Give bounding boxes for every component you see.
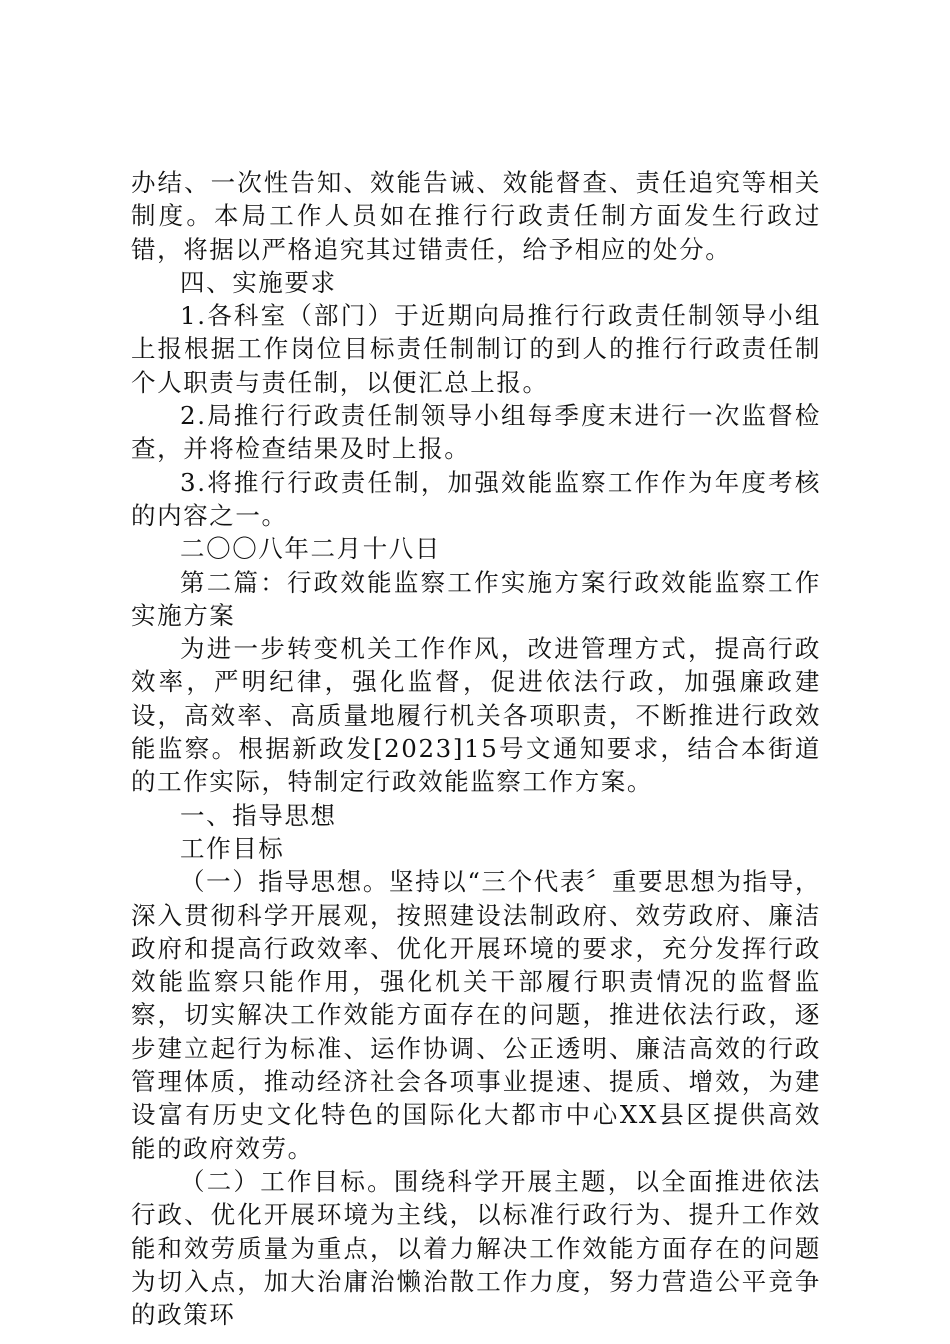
document-date: 二〇〇八年二月十八日: [180, 534, 441, 564]
document-body: [131, 166, 821, 1331]
section-heading-work-goals: 工作目标: [180, 833, 285, 863]
section-heading-implementation: 四、实施要求: [180, 267, 337, 297]
paragraph-intro: 为进一步转变机关工作作风，改进管理方式，提高行政效率，严明纪律，强化监督，促进依法行政，加强廉政建设，高效率、高质量地履行机关各项职责，不断推进行政效能监察。根据新政发[2023]15号文通知要求，结合本街道的工作实际，特制定行政效能监察工作方案。: [131, 634, 821, 797]
paragraph-continuation: 办结、一次性告知、效能告诫、效能督查、责任追究等相关制度。本局工作人员如在推行行政责任制方面发生行政过错，将据以严格追究其过错责任，给予相应的处分。: [131, 168, 821, 264]
paragraph-guiding-ideology: （一）指导思想。坚持以“三个代表〞重要思想为指导，深入贯彻科学开展观，按照建设法制政府、效劳政府、廉洁政府和提高行政效率、优化开展环境的要求，充分发挥行政效能监察只能作用，强化机关干部履行职责情况的监督监察，切实解决工作效能方面存在的问题，推进依法行政，逐步建立起行为标准、运作协调、公正透明、廉洁高效的行政管理体质，推动经济社会各项事业提速、提质、增效，为建设富有历史文化特色的国际化大都市中心XX县区提供高效能的政府效劳。: [131, 867, 821, 1163]
chapter-title: 第二篇：行政效能监察工作实施方案行政效能监察工作实施方案: [131, 567, 821, 630]
paragraph-work-goals: （二）工作目标。围绕科学开展主题，以全面推进依法行政、优化开展环境为主线，以标准行政行为、提升工作效能和效劳质量为重点，以着力解决工作效能方面存在的问题为切入点，加大治庸治懒治散工作力度，努力营造公平竞争的政策环: [131, 1166, 821, 1330]
paragraph-item-3: 3.将推行行政责任制，加强效能监察工作作为年度考核的内容之一。: [131, 467, 821, 530]
paragraph-item-2: 2.局推行行政责任制领导小组每季度末进行一次监督检查，并将检查结果及时上报。: [131, 401, 821, 464]
section-heading-guiding-ideology: 一、指导思想: [180, 800, 337, 830]
paragraph-item-1: 1.各科室（部门）于近期向局推行行政责任制领导小组上报根据工作岗位目标责任制制订的到人的推行行政责任制个人职责与责任制，以便汇总上报。: [131, 301, 821, 397]
